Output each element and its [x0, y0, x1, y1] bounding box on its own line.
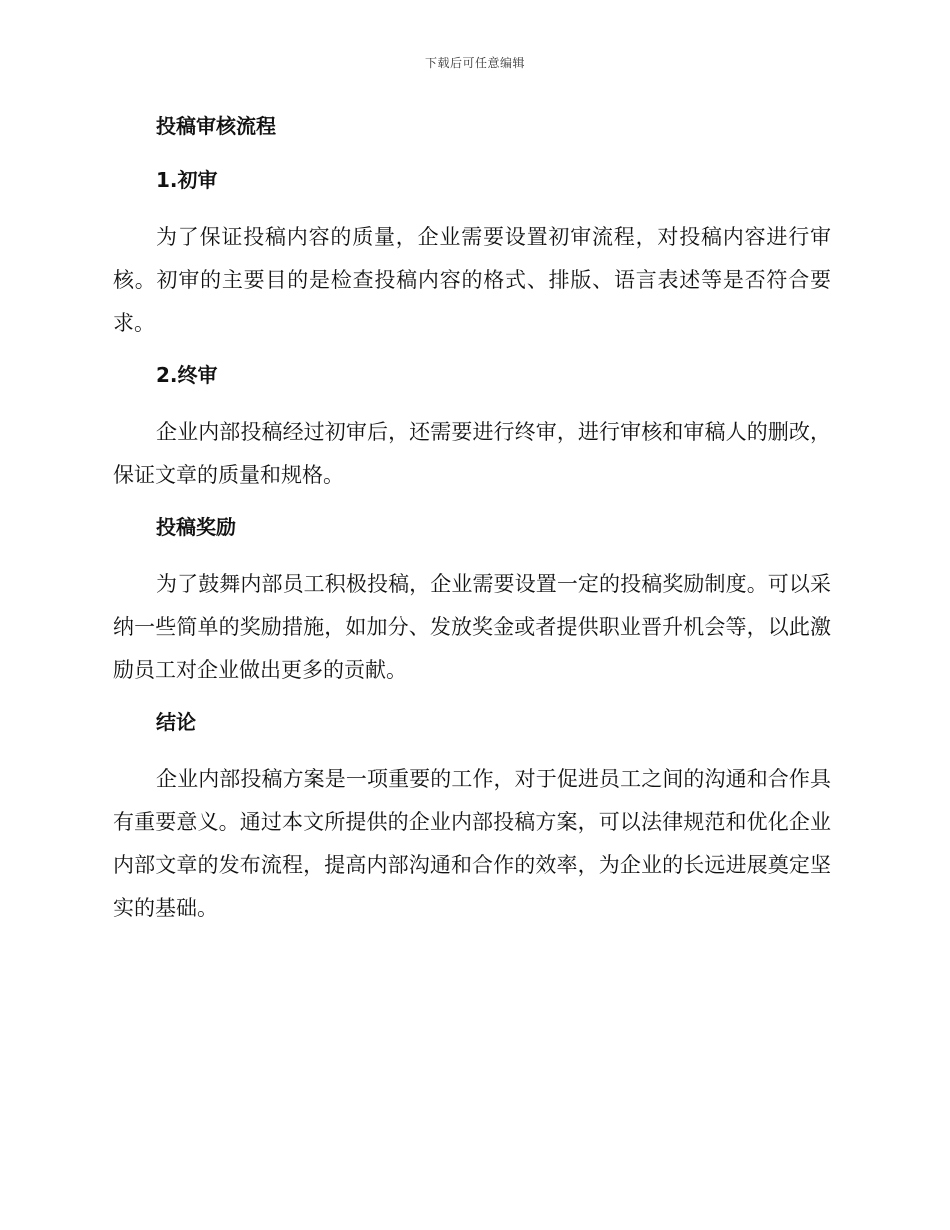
section-heading-conclusion: 结论 [156, 710, 196, 734]
paragraph-conclusion: 企业内部投稿方案是一项重要的工作，对于促进员工之间的沟通和合作具有重要意义。通过本文所提供的企业内部投稿方案，可以法律规范和优化企业内部文章的发布流程，提高内部沟通和合作的效率，为企业的长远进展奠定坚实的基础。 [113, 767, 831, 920]
paragraph-final-review: 企业内部投稿经过初审后，还需要进行终审，进行审核和审稿人的删改，保证文章的质量和规格。 [113, 420, 831, 487]
page-header-note: 下载后可任意编辑 [424, 56, 525, 70]
document-body [113, 108, 831, 942]
section-heading-rewards: 投稿奖励 [156, 515, 236, 539]
section-heading-initial-review: 1.初审 [156, 168, 218, 192]
paragraph-rewards: 为了鼓舞内部员工积极投稿，企业需要设置一定的投稿奖励制度。可以采纳一些简单的奖励措施，如加分、发放奖金或者提供职业晋升机会等，以此激励员工对企业做出更多的贡献。 [113, 572, 831, 682]
section-heading-review-process: 投稿审核流程 [156, 114, 276, 138]
paragraph-initial-review: 为了保证投稿内容的质量，企业需要设置初审流程，对投稿内容进行审核。初审的主要目的是检查投稿内容的格式、排版、语言表述等是否符合要求。 [113, 225, 831, 335]
section-heading-final-review: 2.终审 [156, 363, 218, 387]
